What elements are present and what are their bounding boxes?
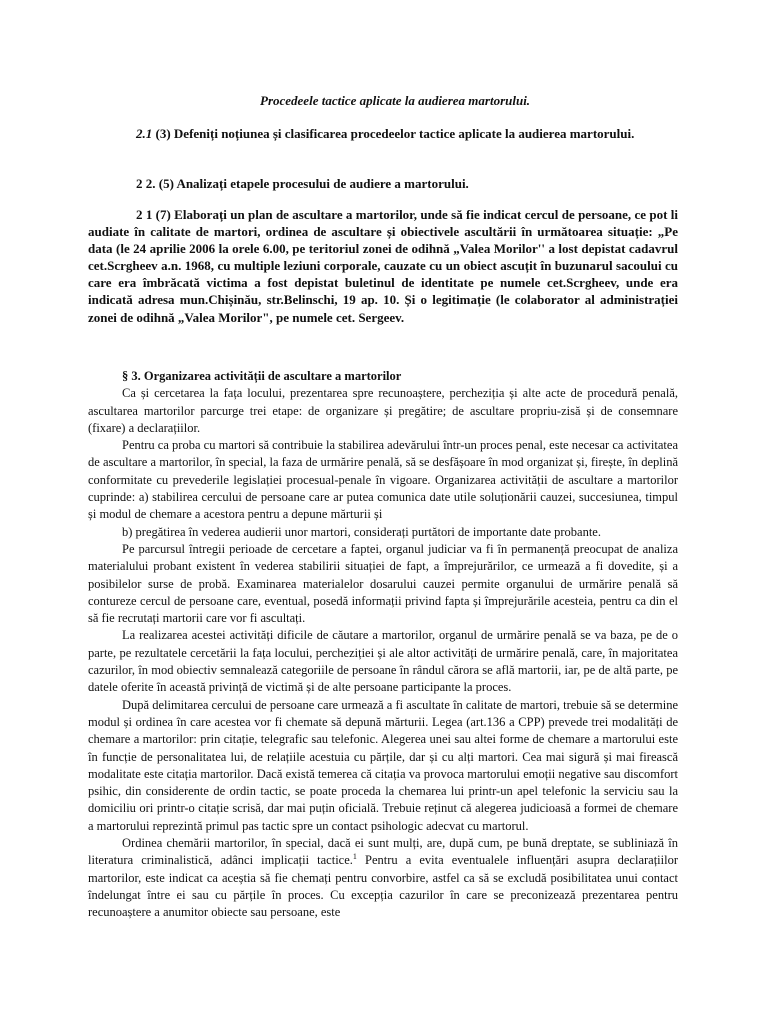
task-number: 2.1: [136, 126, 153, 141]
paragraph: b) pregătirea în vederea audierii unor martori, considerați purtători de importante date probante.: [122, 524, 601, 539]
section-heading: § 3. Organizarea activității de ascultare a martorilor: [122, 369, 402, 383]
task-2-1: [88, 125, 678, 142]
paragraph: Pe parcursul întregii perioade de cercetare a faptei, organul judiciar va fi în permanență preocupat de analiza materialului probant existent în vederea stabilirii situației de fapt, a împrejurărilor, ce urmează a fi dovedite, și a posibilelor surse de probă. Examinarea materialelor dosarului cauzei permite organului de urmărire penală să contureze cercul de persoane care, eventual, posedă informații privind fapta și împrejurările acesteia, pentru ca din el să fie recrutați martorii care vor fi ascultați.: [88, 541, 678, 626]
paragraph: După delimitarea cercului de persoane care urmează a fi ascultate în calitate de martori, trebuie să se determine modul și ordinea în care acestea vor fi chemate să depună mărturii. Legea (art.136 a CPP) prevede trei modalități de chemare a martorilor: prin citație, telegrafic sau telefonic. Alegerea unei sau altei forme de chemare a martorului este în funcție de personalitatea lui, de relațiile acestuia cu părțile, dar și cu alți martori. Cea mai sigură și mai firească modalitate este citația martorilor. Dacă există temerea că citația va provoca martorului emoții negative sau discomfort psihic, din considerente de ordin tactic, se poate proceda la chemarea lui printr-un apel telefonic la serviciu sau la domiciliu ori printr-o citație scrisă, dar mai puțin oficială. Trebuie reținut că alegerea judicioasă a formei de chemare a martorului reprezintă primul pas tactic spre un contact psihologic adecvat cu martorul.: [88, 697, 678, 833]
paragraph-text: Pentru a evita eventualele influențări asupra declarațiilor martorilor, este indicat ca aceștia să fie chemați pentru convorbire, astfel ca să se excludă posibilitatea unui contact îndelungat între ei sau cu părțile în proces. Cu excepția cazurilor în care se preconizează prezentarea pentru recunoaștere a anumitor obiecte sau persoane, este: [88, 853, 679, 920]
task-2-3: [88, 206, 678, 326]
paragraph: La realizarea acestei activități dificile de căutare a martorilor, organul de urmărire penală se va baza, pe de o parte, pe rezultatele cercetării la fața locului, percheziției și ale altor activități de urmărire penală, care, în majoritatea cazurilor, în mod obiectiv semnalează categoriile de persoane în rândul cărora se află martorii, iar, pe de altă parte, pe datele oferite în această privință de victimă și de alte persoane participante la proces.: [88, 628, 678, 695]
section-3: [88, 368, 678, 922]
task-text: 2 2. (5) Analizați etapele procesului de audiere a martorului.: [136, 176, 469, 191]
paragraph-text: Ordinea chemării martorilor, în special, dacă ei sunt mulți, are, după cum, pe bună dreptate, se subliniază în literatura criminalistică, adânci implicații tactice.: [88, 836, 678, 868]
task-text: (3) Defeniți noțiunea și clasificarea procedeelor tactice aplicate la audierea martorului.: [152, 126, 635, 141]
footnote-marker: 1: [352, 852, 357, 862]
task-text: 2 1 (7) Elaborați un plan de ascultare a martorilor, unde să fie indicat cercul de persoane, ce pot li audiate în calitate de martori, ordinea de ascultare și obiectivele ascultării în următoarea situație: „Pe data (le 24 aprilie 2006 la orele 6.00, pe teritoriul zonei de odihnă „Valea Morilor'' a lost depistat cadavrul cet.Scrgheev a.n. 1968, cu multiple leziuni corporale, cauzate cu un obiect ascuțit în buzunarul sacoului cu care era îmbrăcată victima a fost depistat buletinul de identitate pe numele cet.Scrgheev, unde era indicată adresa mun.Chișinău, str.Belinschi, 19 ap. 10. Și o legitimație (le colaborator al administrației zonei de odihnă „Valea Morilor", pe numele cet. Sergeev.: [88, 207, 678, 325]
paragraph: Ca și cercetarea la fața locului, prezentarea spre recunoaștere, percheziția și alte acte de procedură penală, ascultarea martorilor parcurge trei etape: de organizare și pregătire; de ascultare propriu-zisă și de consemnare (fixare) a declarațiilor.: [88, 386, 678, 435]
document-title: Procedeele tactice aplicate la audierea martorului.: [260, 93, 531, 108]
paragraph: Pentru ca proba cu martori să contribuie la stabilirea adevărului într-un proces penal, este necesar ca activitatea de ascultare a martorilor, în special, la faza de urmărire penală, să se desfășoare în mod organizat și, firește, în deplină conformitate cu prevederile legislației procesual-penale în vigoare. Organizarea activității de ascultare a martorilor cuprinde: a) stabilirea cercului de persoane care ar putea comunica date utile soluționării cauzei, succesiunea, timpul și modul de chemare a acestora pentru a depune mărturii și: [88, 438, 678, 522]
paragraph-with-footnote: [88, 835, 678, 921]
task-2-2: [88, 175, 678, 192]
